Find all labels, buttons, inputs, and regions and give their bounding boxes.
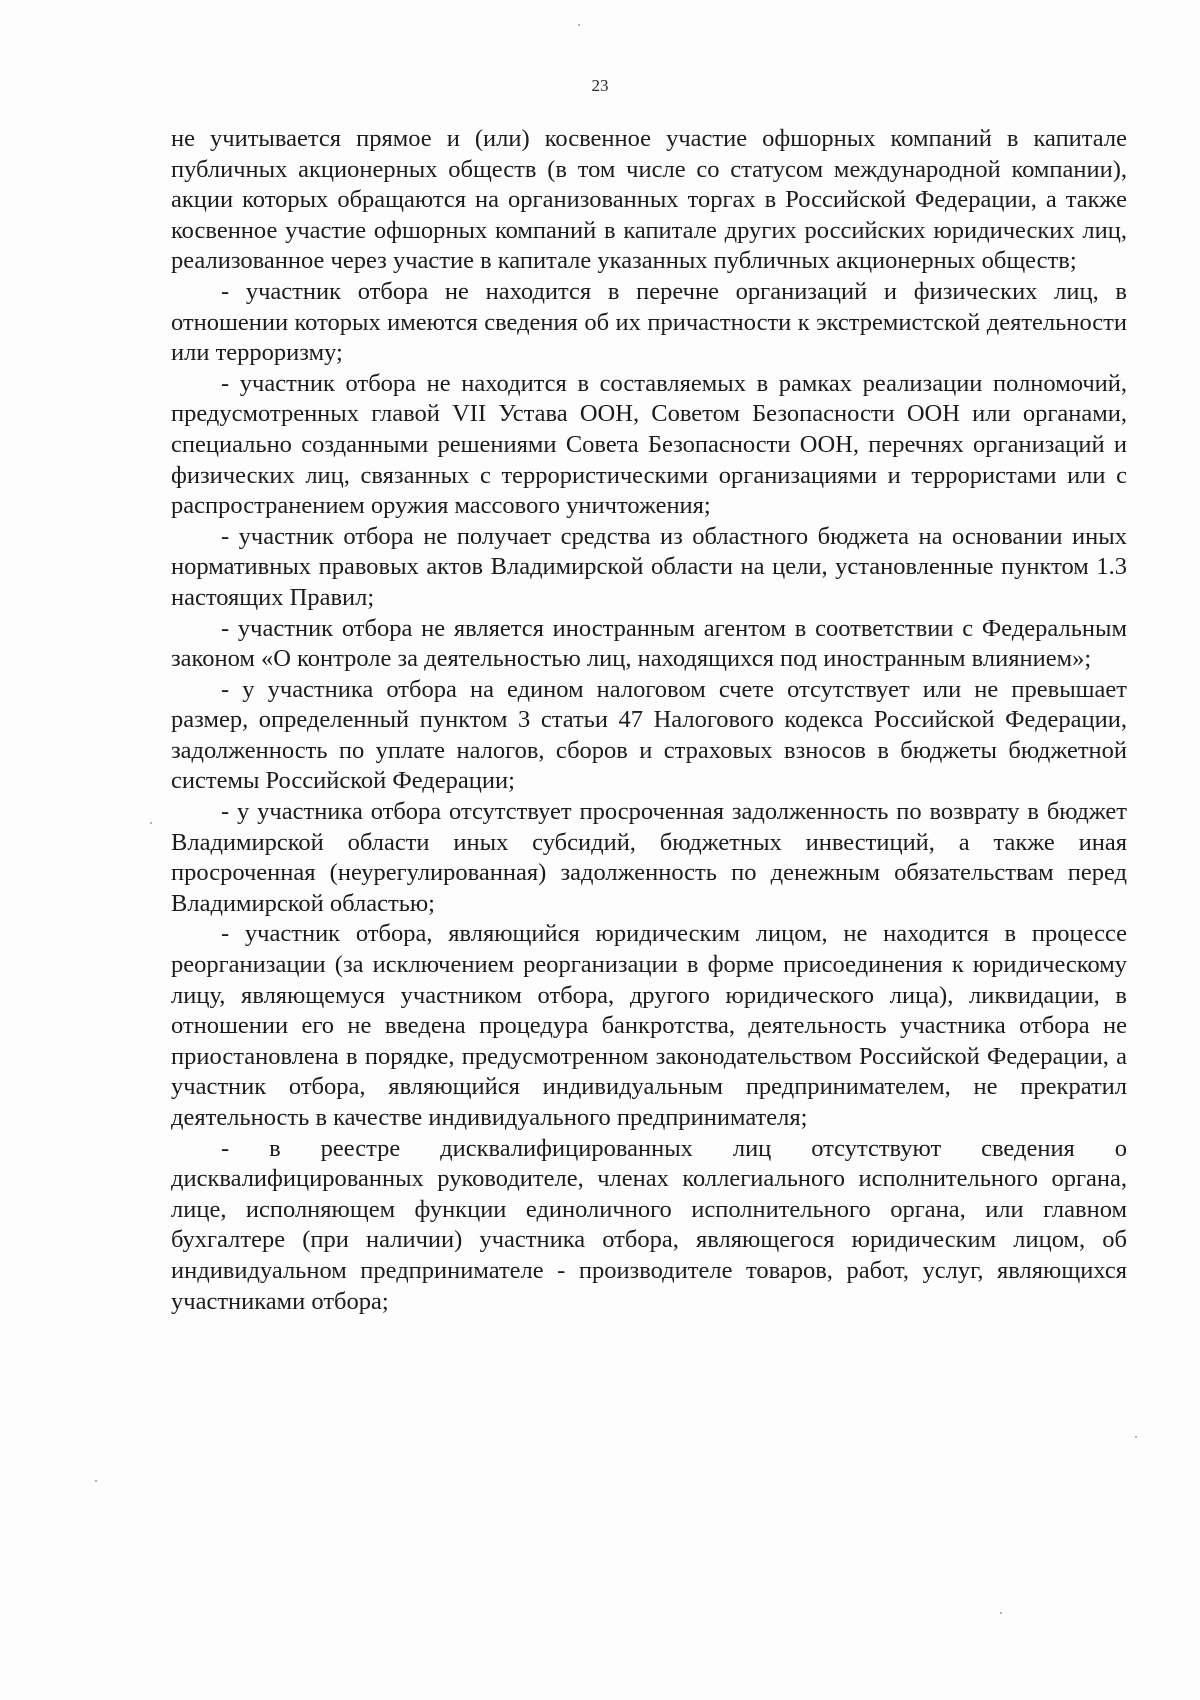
paragraph-tax-debt: - у участника отбора на едином налоговом счете отсутствует или не превышает размер, определенный пунктом 3 статьи 47 Налогового кодекса Российской Федерации, задолженность по уплате налогов, сборов и страховых взносов в бюджеты бюджетной системы Российской Федерации; [171,675,1127,795]
paragraph-disqualified-persons: - в реестре дисквалифицированных лиц отсутствуют сведения о дисквалифицированных руководителе, членах коллегиального исполнительного органа, лице, исполняющем функции единоличного исполнительного органа, или главном бухгалтере (при наличии) участника отбора, являющегося юридическим лицом, об индивидуальном предпринимателе - производителе товаров, работ, услуг, являющихся участниками отбора; [171,1134,1127,1315]
document-body [171,124,1127,1317]
paragraph-offshore-continuation: не учитывается прямое и (или) косвенное участие офшорных компаний в капитале публичных акционерных обществ (в том числе со статусом международной компании), акции которых обращаются на организованных торгах в Российской Федерации, а также косвенное участие офшорных компаний в капитале других российских юридических лиц, реализованное через участие в капитале указанных публичных акционерных обществ; [171,125,1127,275]
scan-speck [578,24,580,26]
paragraph-overdue-debt: - у участника отбора отсутствует просроченная задолженность по возврату в бюджет Владимирской области иных субсидий, бюджетных инвестиций, а также иная просроченная (неурегулированная) задолженность по денежным обязательствам перед Владимирской областью; [171,798,1127,917]
scan-speck [1135,1436,1137,1438]
paragraph-foreign-agent: - участник отбора не является иностранным агентом в соответствии с Федеральным законом «О контроле за деятельностью лиц, находящихся под иностранным влиянием»; [171,614,1127,673]
scan-speck [1000,1612,1002,1614]
paragraph-reorganization: - участник отбора, являющийся юридическим лицом, не находится в процессе реорганизации (за исключением реорганизации в форме присоединения к юридическому лицу, являющемуся участником отбора, другого юридического лица), ликвидации, в отношении его не введена процедура банкротства, деятельность участника отбора не приостановлена в порядке, предусмотренном законодательством Российской Федерации, а участник отбора, являющийся индивидуальным предпринимателем, не прекратил деятельность в качестве индивидуального предпринимателя; [171,920,1127,1131]
scan-speck [150,822,152,824]
paragraph-un-sanctions-list: - участник отбора не находится в составляемых в рамках реализации полномочий, предусмотренных главой VII Устава ООН, Советом Безопасности ООН или органами, специально созданными решениями Совета Безопасности ООН, перечнях организаций и физических лиц, связанных с террористическими организациями и террористами или с распространением оружия массового уничтожения; [171,369,1127,520]
page-number: 23 [591,76,609,95]
paragraph-extremism-list: - участник отбора не находится в перечне организаций и физических лиц, в отношении которых имеются сведения об их причастности к экстремистской деятельности или терроризму; [171,277,1127,367]
scan-speck [95,1480,97,1482]
paragraph-regional-budget-funds: - участник отбора не получает средства из областного бюджета на основании иных нормативных правовых актов Владимирской области на цели, установленные пунктом 1.3 настоящих Правил; [171,522,1127,611]
